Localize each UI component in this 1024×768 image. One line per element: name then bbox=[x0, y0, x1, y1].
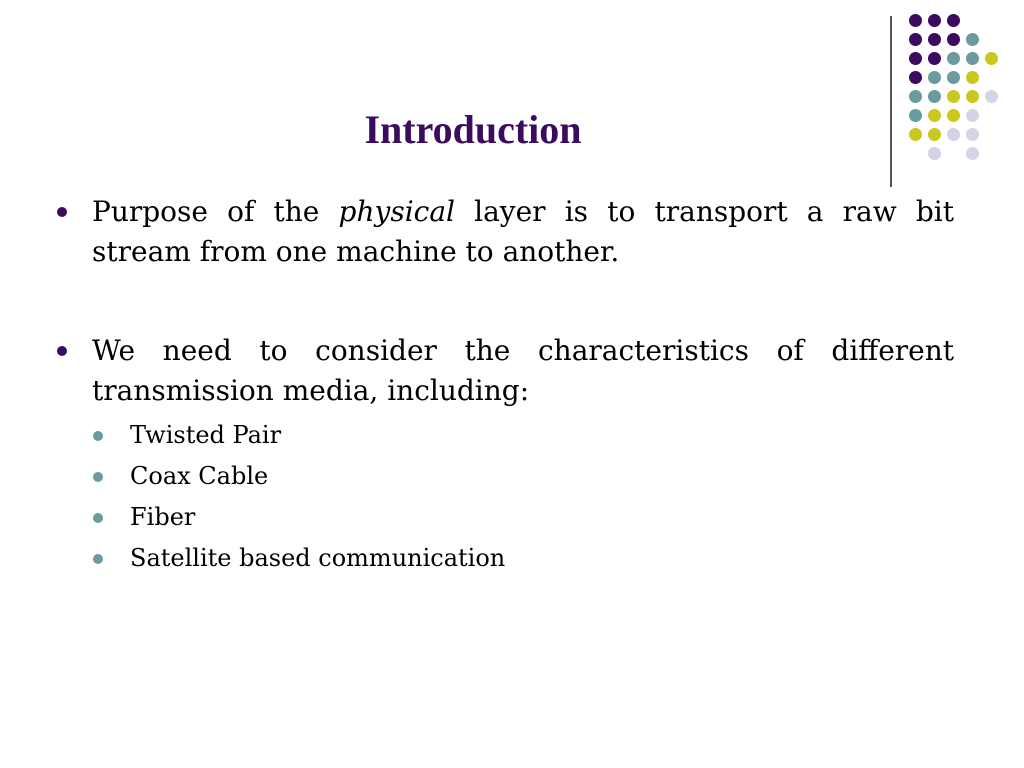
sub-item-label: Coax Cable bbox=[130, 462, 269, 490]
decorative-dot bbox=[909, 33, 922, 46]
decorative-dot bbox=[947, 109, 960, 122]
decorative-dot bbox=[947, 90, 960, 103]
list-item bbox=[92, 538, 954, 579]
bullet-transmission-media bbox=[56, 331, 954, 411]
decorative-dot bbox=[909, 109, 922, 122]
decorative-dot bbox=[928, 147, 941, 160]
divider-line bbox=[890, 16, 892, 187]
decorative-dot bbox=[947, 52, 960, 65]
decorative-dot bbox=[985, 90, 998, 103]
bullet-marker-icon bbox=[57, 346, 67, 356]
decorative-dot bbox=[928, 71, 941, 84]
list-item bbox=[92, 497, 954, 538]
sub-bullet-marker-icon bbox=[93, 472, 103, 482]
bullet-marker-icon bbox=[57, 207, 67, 217]
decorative-dot bbox=[947, 33, 960, 46]
decorative-dot bbox=[928, 128, 941, 141]
decorative-dot bbox=[928, 52, 941, 65]
decorative-dot bbox=[947, 14, 960, 27]
decorative-dot bbox=[909, 90, 922, 103]
decorative-dot bbox=[966, 71, 979, 84]
bullet-text-prefix: Purpose of the bbox=[92, 195, 339, 228]
decorative-dot bbox=[928, 33, 941, 46]
decorative-dot bbox=[966, 52, 979, 65]
decorative-dot bbox=[909, 128, 922, 141]
sub-bullet-marker-icon bbox=[93, 554, 103, 564]
decorative-dot bbox=[966, 128, 979, 141]
decorative-dot bbox=[928, 109, 941, 122]
list-item bbox=[92, 415, 954, 456]
sub-item-label: Fiber bbox=[130, 503, 196, 531]
decorative-dot bbox=[947, 128, 960, 141]
decorative-dot bbox=[947, 71, 960, 84]
sub-bullet-marker-icon bbox=[93, 513, 103, 523]
bullet-text-suffix: layer is to transport a raw bit stream from one machine to another. bbox=[92, 195, 954, 268]
sub-bullet-marker-icon bbox=[93, 431, 103, 441]
decorative-dot bbox=[966, 33, 979, 46]
media-sub-list bbox=[56, 415, 954, 579]
decorative-dot-grid bbox=[909, 14, 1009, 169]
decorative-dot bbox=[928, 14, 941, 27]
decorative-dot bbox=[966, 90, 979, 103]
sub-item-label: Satellite based communication bbox=[130, 544, 506, 572]
decorative-dot bbox=[966, 109, 979, 122]
decorative-dot bbox=[928, 90, 941, 103]
bullet-text-emphasis: physical bbox=[338, 195, 455, 228]
slide-content bbox=[56, 192, 954, 579]
decorative-dot bbox=[909, 71, 922, 84]
decorative-dot bbox=[909, 14, 922, 27]
bullet-physical-layer bbox=[56, 192, 954, 272]
decorative-dot bbox=[966, 147, 979, 160]
list-item bbox=[92, 456, 954, 497]
sub-item-label: Twisted Pair bbox=[130, 421, 282, 449]
decorative-dot bbox=[909, 52, 922, 65]
slide-title: Introduction bbox=[364, 107, 582, 152]
bullet-text: We need to consider the characteristics of different transmission media, including: bbox=[92, 334, 954, 407]
decorative-dot bbox=[985, 52, 998, 65]
